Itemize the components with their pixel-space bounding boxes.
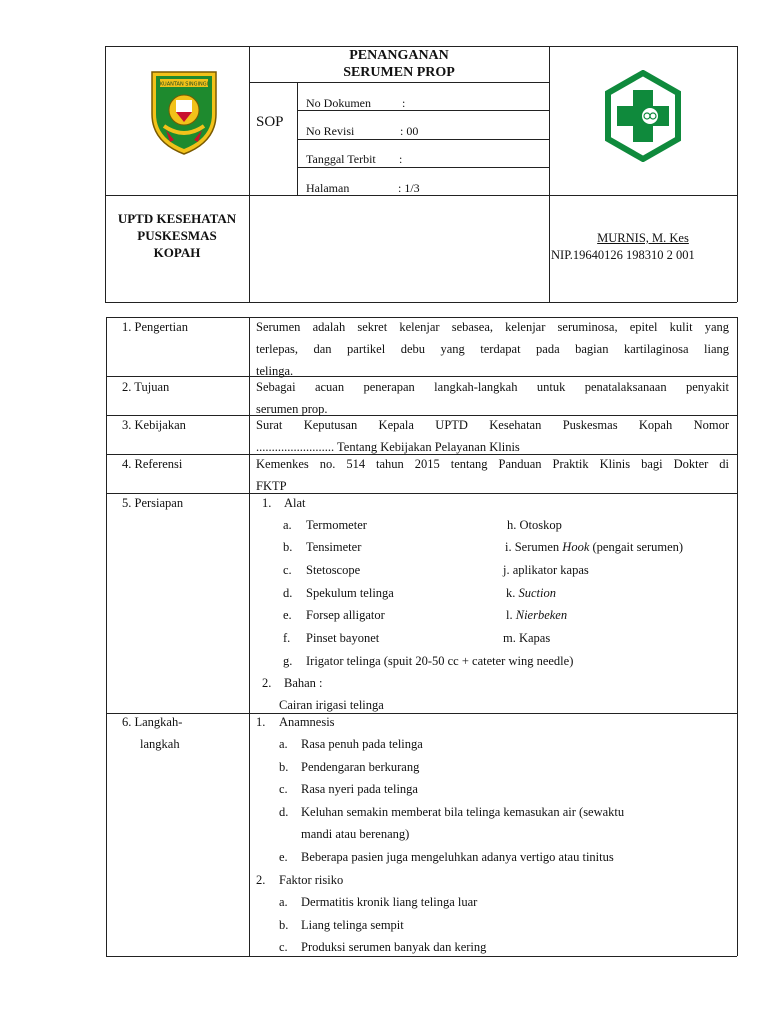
kebijakan-line1: Surat Keputusan Kepala UPTD Kesehatan Puskesmas Kopah Nomor (256, 418, 729, 432)
anamnesis-item: mandi atau berenang) (301, 827, 410, 841)
alat-marker: f. (283, 631, 291, 645)
pengertian-line1: Serumen adalah sekret kelenjar sebasea, kelenjar seruminosa, epitel kulit yang (256, 320, 729, 334)
row-langkah-label-line1: 6. Langkah- (122, 715, 183, 729)
anamnesis-item: Rasa nyeri pada telinga (301, 782, 418, 796)
referensi-line1: Kemenkes no. 514 tahun 2015 tentang Panduan Praktik Klinis bagi Dokter di (256, 457, 729, 471)
anamnesis-marker: a. (279, 737, 288, 751)
logo-top-text: KUANTAN SINGINGI (159, 81, 209, 88)
faktor-marker: b. (279, 918, 289, 932)
faktor-heading: Faktor risiko (279, 873, 344, 887)
anamnesis-marker: b. (279, 760, 289, 774)
row-referensi-label: 4. Referensi (122, 457, 183, 471)
doc-title-line2: SERUMEN PROP (343, 65, 455, 80)
sop-label: SOP (256, 114, 284, 130)
alat-item: Pinset bayonet (306, 631, 380, 645)
alat-item-m: m. Kapas (503, 631, 551, 645)
signer-nip: NIP.19640126 198310 2 001 (551, 248, 695, 262)
no-dokumen-label: No Dokumen (306, 96, 371, 110)
faktor-number: 2. (256, 873, 266, 887)
no-revisi-label: No Revisi (306, 124, 355, 138)
pengertian-line3: telinga. (256, 364, 294, 378)
anamnesis-marker: d. (279, 805, 289, 819)
tanggal-terbit-value: : (399, 152, 403, 166)
alat-item-i: i. Serumen Hook (pengait serumen) (505, 540, 684, 554)
alat-marker: b. (283, 540, 293, 554)
anamnesis-number: 1. (256, 715, 266, 729)
tujuan-line2: serumen prop. (256, 402, 328, 416)
alat-item: Stetoscope (306, 563, 361, 577)
no-revisi-value: : 00 (400, 124, 419, 138)
alat-item: Forsep alligator (306, 608, 385, 622)
alat-marker: a. (283, 518, 292, 532)
row-pengertian-label: 1. Pengertian (122, 320, 188, 334)
alat-marker: e. (283, 608, 292, 622)
kebijakan-line2: ......................... Tentang Kebijakan Pelayanan Klinis (256, 440, 520, 454)
row-persiapan-label: 5. Persiapan (122, 496, 184, 510)
alat-marker: d. (283, 586, 293, 600)
no-dokumen-value: : (402, 96, 406, 110)
anamnesis-heading: Anamnesis (279, 715, 335, 729)
org-name-line2: PUSKESMAS (137, 228, 217, 243)
bahan-number: 2. (262, 676, 272, 690)
alat-number: 1. (262, 496, 272, 510)
referensi-line2: FKTP (256, 479, 287, 493)
alat-item-l: l. Nierbeken (506, 608, 568, 622)
anamnesis-marker: c. (279, 782, 288, 796)
bahan-item: Cairan irigasi telinga (279, 698, 384, 712)
alat-heading: Alat (284, 496, 306, 510)
regency-logo (150, 70, 218, 156)
faktor-item: Dermatitis kronik liang telinga luar (301, 895, 478, 909)
alat-item-k: k. Suction (506, 586, 556, 600)
anamnesis-item: Keluhan semakin memberat bila telinga kemasukan air (sewaktu (301, 805, 625, 819)
doc-title-line1: PENANGANAN (349, 48, 449, 63)
alat-item: Spekulum telinga (306, 586, 394, 600)
alat-item-j: j. aplikator kapas (503, 563, 589, 577)
alat-marker: c. (283, 563, 292, 577)
row-kebijakan-label: 3. Kebijakan (122, 418, 186, 432)
alat-item: Irigator telinga (spuit 20-50 cc + cateter wing needle) (306, 654, 574, 668)
row-tujuan-label: 2. Tujuan (122, 380, 170, 394)
alat-item-h: h. Otoskop (507, 518, 562, 532)
tujuan-line1: Sebagai acuan penerapan langkah-langkah untuk penatalaksanaan penyakit (256, 380, 729, 394)
faktor-item: Produksi serumen banyak dan kering (301, 940, 487, 954)
bahan-heading: Bahan : (284, 676, 323, 690)
halaman-value: : 1/3 (398, 181, 420, 195)
alat-marker: g. (283, 654, 293, 668)
anamnesis-item: Rasa penuh pada telinga (301, 737, 423, 751)
puskesmas-logo (604, 70, 682, 162)
faktor-marker: a. (279, 895, 288, 909)
halaman-label: Halaman (306, 181, 350, 195)
alat-item: Tensimeter (306, 540, 362, 554)
signer-name: MURNIS, M. Kes (597, 231, 689, 245)
row-langkah-label-line2: langkah (140, 737, 180, 751)
org-name-line1: UPTD KESEHATAN (117, 211, 237, 226)
anamnesis-item: Beberapa pasien juga mengeluhkan adanya vertigo atau tinitus (301, 850, 614, 864)
faktor-item: Liang telinga sempit (301, 918, 404, 932)
tanggal-terbit-label: Tanggal Terbit (306, 152, 376, 166)
anamnesis-marker: e. (279, 850, 288, 864)
pengertian-line2: terlepas, dan partikel debu yang terdapat pada bagian kartilaginosa liang (256, 342, 729, 356)
anamnesis-item: Pendengaran berkurang (301, 760, 420, 774)
faktor-marker: c. (279, 940, 288, 954)
alat-item: Termometer (306, 518, 367, 532)
org-name-line3: KOPAH (153, 245, 201, 260)
